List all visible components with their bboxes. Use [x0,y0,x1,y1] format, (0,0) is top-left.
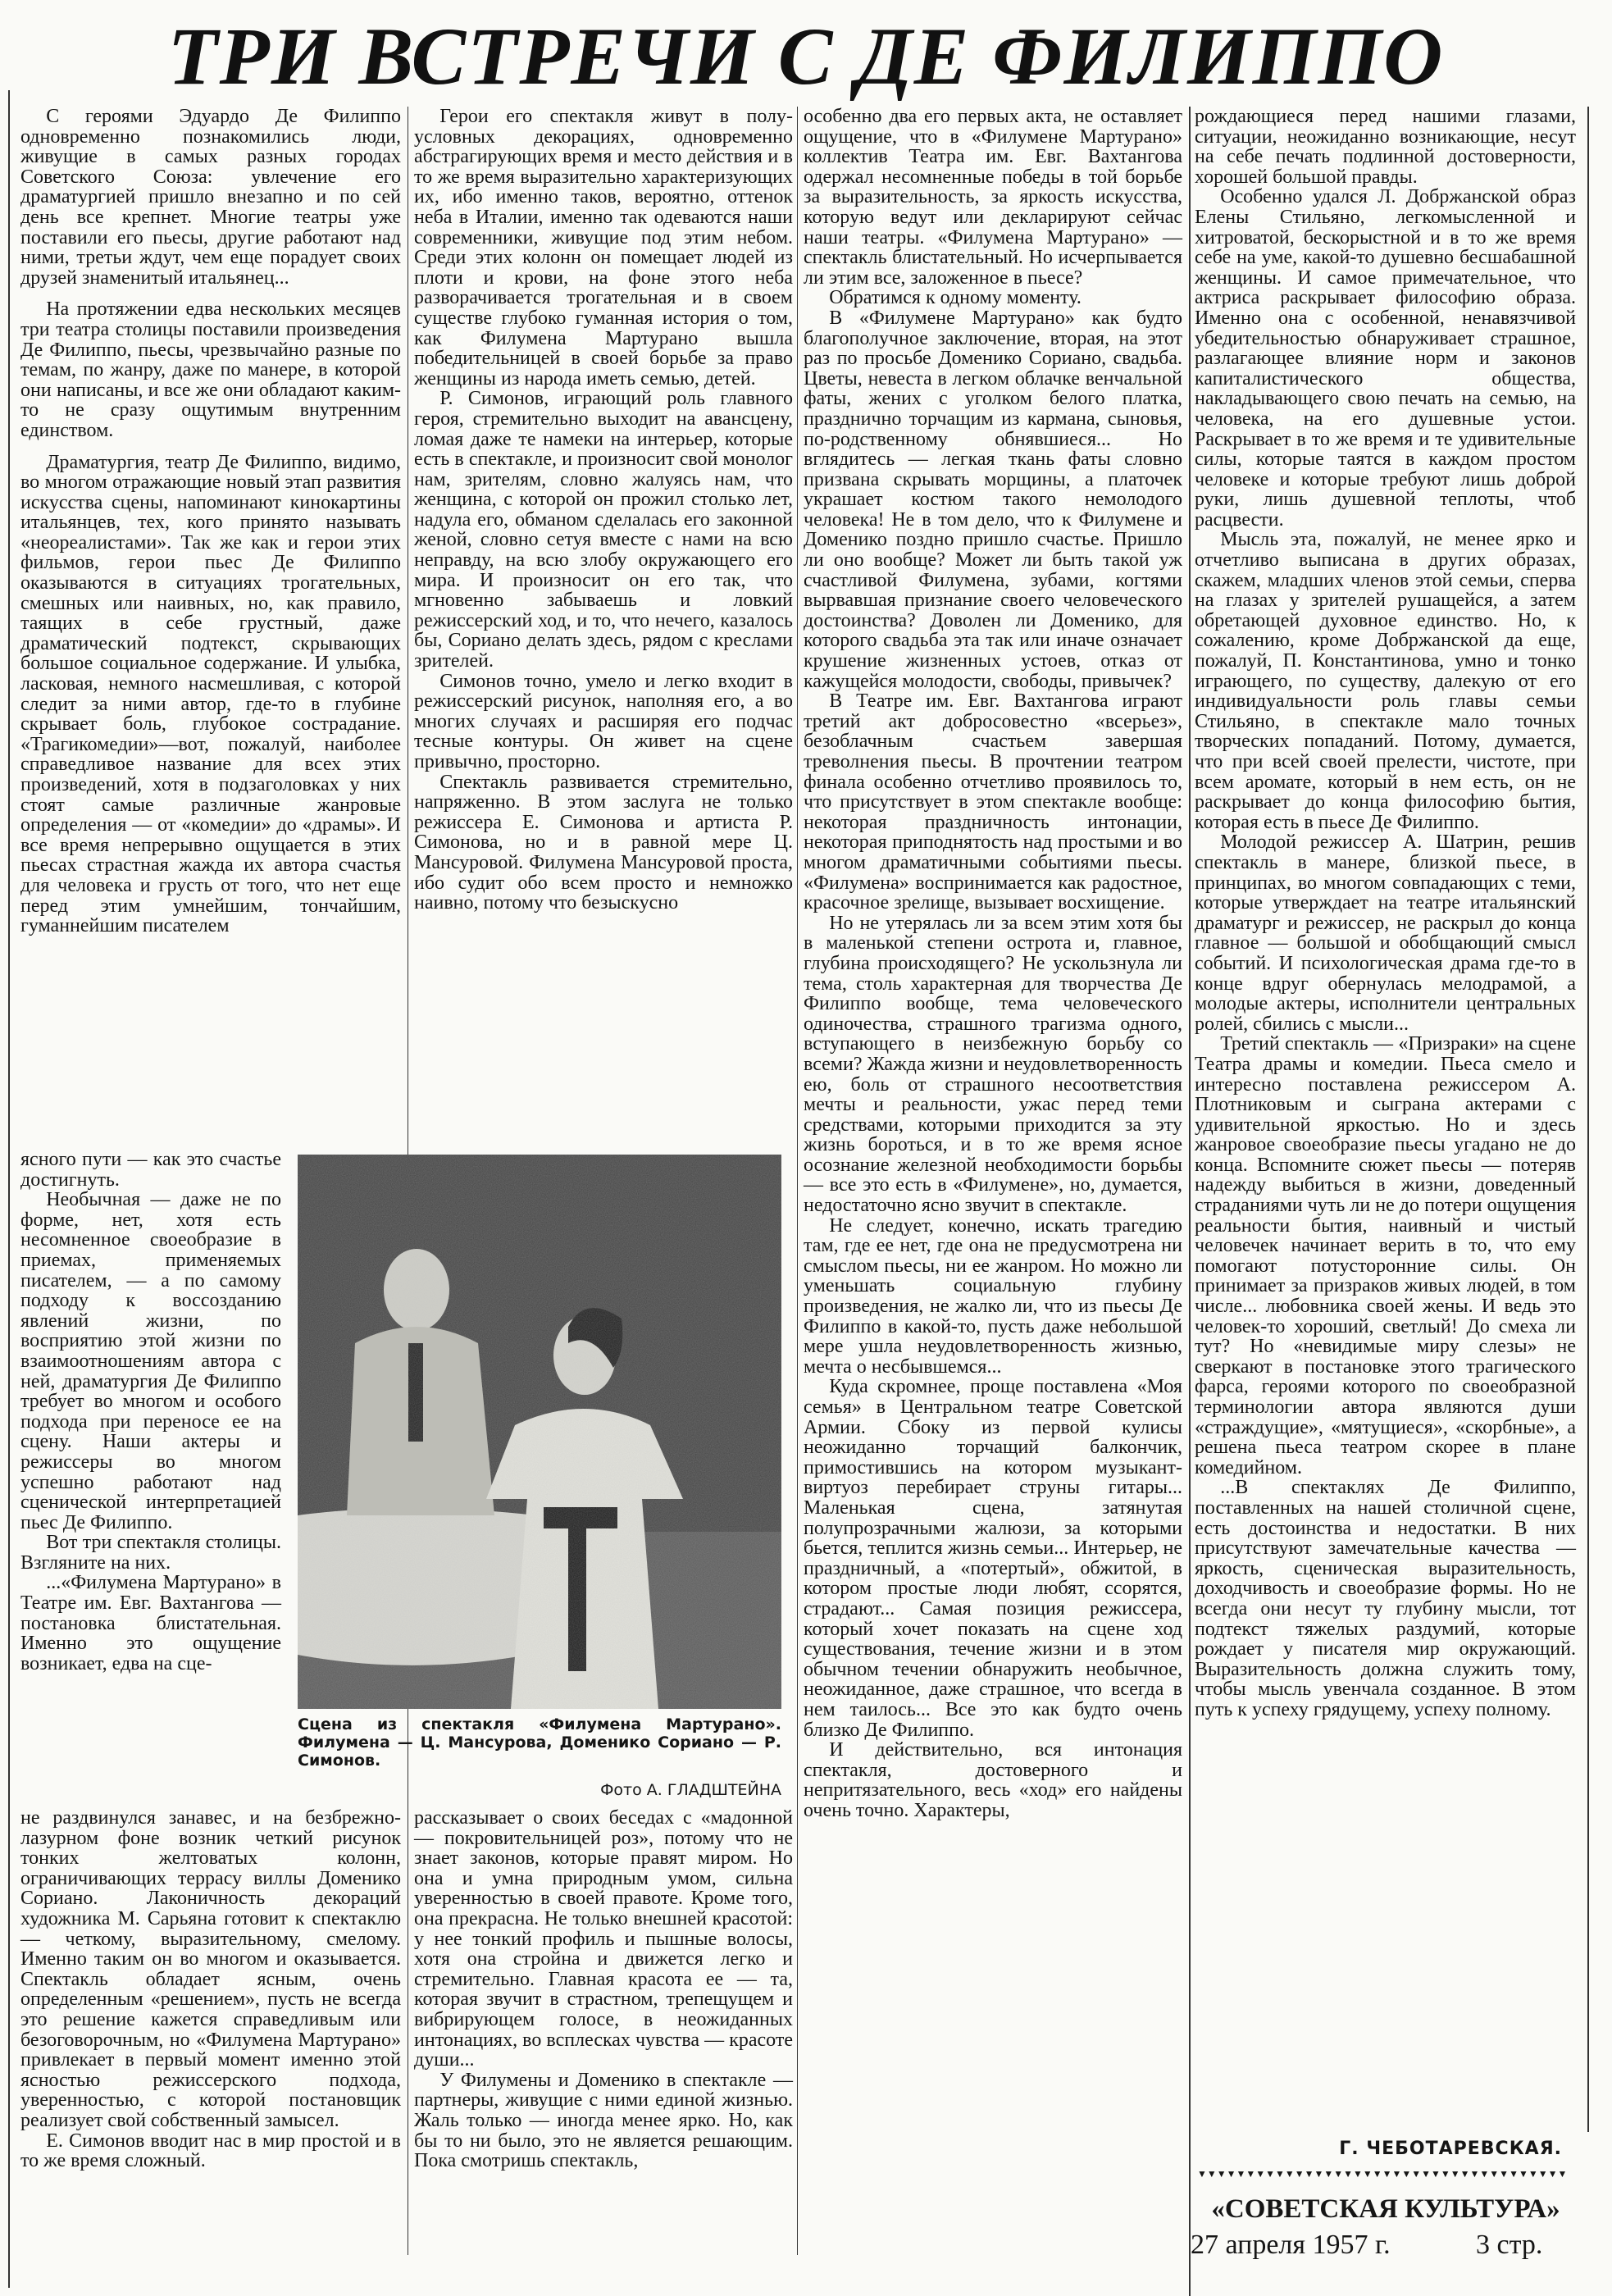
article-paragraph: не раздвинулся занавес, и на безбрежно-лазурном фоне возник четкий рисунок тонких желтоватых колонн, ограничивающих террасу виллы Доменико Сориано. Лаконичность декораций художника М. Сарьяна готовит к спектаклю — четкому, выразительному, смелому. Именно таким он во многом и оказывается. Спектакль обладает ясным, очень определенным «решением», пусть не всегда это решение кажется справедливым или безоговорочным, но «Филумена Мартурано» привлекает в первый момент именно этой ясностью режиссерского подхода, уверенностью, с которой постановщик реализует свой собственный замысел. [20,1807,401,2131]
column-1-top [20,107,401,936]
article-paragraph: Особенно удался Л. Добржанской образ Елены Стильяно, легкомысленной и хитроватой, бескорыстной и в то же время себе на уме, какой-то душевно бесшабашной женщины. И самое примечательное, что актриса раскрывает философию образа. Именно она с особенной, ненавязчивой убедительностью обнаруживает страшное, разлагающее влияние норм и законов капиталистического общества, накладывающего свою печать на семью, на человека, на его душевные устои. Раскрывает в то же время и те удивительные силы, которые таятся в каждом простом человеке и которые требуют лишь доброй руки, лишь душевной теплоты, чтоб расцвести. [1195,186,1576,531]
scene-photo-image [298,1155,781,1709]
article-paragraph: На протяжении едва нескольких месяцев три театра столицы поставили произведения Де Филиппо, пьесы, чрезвычайно разные по темам, по жанру, даже по манере, в которой они написаны, и все же они обладают каким-то не сразу ощутимым внутренним единством. [20,298,401,441]
article-paragraph: У Филумены и Доменико в спектакле — партнеры, живущие с ними единой жизнью. Жаль только — иногда менее ярко. Но, как бы то ни было, это не является решающим. Пока смотришь спектакль, [414,2069,793,2172]
article-paragraph: Мысль эта, пожалуй, не менее ярко и отчетливо выписана в других образах, скажем, младших членов этой семьи, сперва на глазах у зрителей рушащейся, а затем обретающей духовное единство. Но, к сожалению, кроме Добржанской да еще, пожалуй, П. Константинова, умно и тонко играющего, по существу, далекую от его индивидуальности роль главы семьи Стильяно, в спектакле мало точных творческих попаданий. Потому, думается, что при всей своей прелести, чистоте, при всем аромате, который в нем есть, он не раскрывает до конца философию бытия, которая есть в пьесе Де Филиппо. [1195,529,1576,833]
article-paragraph: В «Филумене Мартурано» как будто благополучное заключение, вторая, на этот раз по просьбе Доменико Сориано, свадьба. Цветы, невеста в легком облачке венчальной фаты, жених с уголком белого платка, празднично торчащим из кармана, сыновья, по-родственному обнявшиеся... Но вглядитесь — легкая ткань фаты словно призвана скрывать морщины, а платочек украшает костюм такого немолодого человека! Не в том дело, что к Филумене и Доменико поздно пришло счастье. Пришло ли оно вообще? Может ли быть такой уж счастливой Филумена, зубами, когтями вырвавшая признание своего человеческого достоинства? Доволен ли Доменико, для которого свадьба эта так или иначе означает крушение жизненных устоев, отказ от кажущейся молодости, свободы, привычек? [804,307,1182,692]
article-paragraph: ...«Филумена Мартурано» в Театре им. Евг. Вахтангова — постановка блистательная. Именно это ощущение возникает, едва на сце- [20,1572,281,1674]
page-number: 3 стр. [1476,2230,1543,2260]
article-paragraph: Молодой режиссер А. Шатрин, решив спектакль в манере, близкой пьесе, в принципах, во многом совпадающих с теми, которые утверждает на театре итальянский драматург и режиссер, не раскрыл до конца главное — большой и обобщающий смысл событий. И психологическая драма где-то в конце вдруг обернулась мелодрамой, а молодые актеры, исполнители центральных ролей, сбились с мысли... [1195,831,1576,1035]
article-paragraph: Симонов точно, умело и легко входит в режиссерский рисунок, наполняя его, а во многих случаях и расширяя его подчас тесные контуры. Он живет на сцене привычно, просторно. [414,670,793,772]
newspaper-name: «СОВЕТСКАЯ КУЛЬТУРА» [1211,2194,1560,2224]
column-rule-2 [797,107,798,2255]
column-rule-3 [1189,107,1191,2296]
article-paragraph: И действительно, вся интонация спектакля, достоверного и непритязательного, весь «ход» его найдены очень точно. Характеры, [804,1739,1182,1821]
photo-credit: Фото А. ГЛАДШТЕЙНА [600,1781,781,1799]
article-paragraph: ясного пути — как это счастье достигнуть. [20,1149,281,1191]
article-paragraph: особенно два его первых акта, не оставляет ощущение, что в «Филумене Мартурано» коллектив Театра им. Евг. Вахтангова одержал несомненные победы в той борьбе за выразительность, за яркость искусства, которую ведут или декларируют сейчас наши театры. «Филумена Мартурано» — спектакль блистательный. Но исчерпывается ли этим все, заложенное в пьесе? [804,106,1182,289]
column-2-top [414,107,793,913]
column-3 [804,107,1182,1820]
column-1-bottom [20,1808,401,2171]
column-4 [1195,107,1576,1720]
article-paragraph: ...В спектаклях Де Филиппо, поставленных на нашей столичной сцене, есть достоинства и недостатки. В них присутствуют замечательные качества — яркость, сценическая выразительность, доходчивость и своеобразие формы. Но не всегда они несут ту глубину мысли, тот подтекст тяжелых раздумий, которые рождает у писателя мир окружающий. Выразительность должна служить тому, чтобы мысль увенчала созданное. В этом путь к успеху грядущему, успеху полному. [1195,1477,1576,1720]
headline: ТРИ ВСТРЕЧИ С ДЕ ФИЛИППО [167,11,1445,102]
article-paragraph: Вот три спектакля столицы. Взгляните на них. [20,1532,281,1574]
article-paragraph: Драматургия, театр Де Филиппо, видимо, во многом отражающие новый этап развития искусства сцены, напоминают кинокартины итальянцев, тех, кого принято называть «неореалистами». Так же как и герои этих фильмов, герои пьес Де Филиппо оказываются в ситуациях трогательных, смешных или наивных, но, как правило, таящих в себе грустный, даже драматический подтекст, скрывающих большое социальное содержание. И улыбка, ласковая, немного насмешливая, с которой следит за ними автор, где-то в глубине скрывает боль, глубокое сострадание. «Трагикомедии»—вот, пожалуй, наиболее справедливое название для всех этих произведений, хотя в подзаголовках у них стоят самые различные жанровые определения — от «комедии» до «драмы». И все время непрерывно ощущается в этих пьесах страстная жажда их автора счастья для человека и грусть от того, что нет еще перед этим умнейшим, тончайшим, гуманнейшим писателем [20,451,401,937]
scene-photo [298,1155,781,1709]
article-paragraph: Р. Симонов, играющий роль главного героя, стремительно выходит на авансцену, ломая даже те намеки на интерьер, которые есть в спектакле, и произносит свой монолог нам, зрителям, словно жалуясь нам, что женщина, с которой он прожил столько лет, надула его, обманом сделалась его законной женой, словно сетуя вместе с нами на всю неправду, на всю злобу окружающего его мира. И произносит он его так, что мгновенно забываешь и ловкий режиссерский ход, и то, что нечего, казалось бы, Сориано делать здесь, рядом с креслами зрителей. [414,388,793,672]
column-2-bottom [414,1808,793,2171]
article-paragraph: Е. Симонов вводит нас в мир простой и в то же время сложный. [20,2130,401,2172]
right-border-rule [1587,107,1589,2132]
article-paragraph: Не следует, конечно, искать трагедию там, где ее нет, где она не предусмотрена ни смыслом пьесы, ни ее жанром. Но можно ли уменьшать социальную глубину произведения, не жалко ли, что из пьесы Де Филиппо в какой-то, пусть даже небольшой мере ушла неудовлетворенность жизнью, мечта о несбывшемся... [804,1214,1182,1378]
article-paragraph: рассказывает о своих беседах с «мадонной — покровительницей роз», потому что не знает законов, которые правят миром. Но она и умна природным умом, сильна уверенностью в своей правоте. Кроме того, она прекрасна. Не только внешней красотой: у нее тонкий профиль и пышные волосы, хотя она стройна и движется легко и стремительно. Главная красота ее — та, которая звучит в страстном, трепещущем и вибрирующем голосе, в неожиданных интонациях, во всплесках чувства — красоте души... [414,1807,793,2071]
column-1-beside-photo [20,1150,281,1674]
photo-caption: Сцена из спектакля «Филумена Мартурано». Филумена — Ц. Мансурова, Доменико Сориано — Р. Симонов. [298,1715,781,1770]
article-paragraph: Обратимся к одному моменту. [829,287,1081,309]
article-paragraph: С героями Эдуардо Де Филиппо одновременно познакомились люди, живущие в самых разных городах Советского Союза: увлечение его драматургией пришло внезапно и по сей день все крепнет. Многие театры уже поставили его пьесы, другие работают над ними, третьи ждут, чем еще порадует своих друзей знаменитый итальянец... [20,106,401,289]
article-paragraph: В Театре им. Евг. Вахтангова играют третий акт добросовестно «всерьез», безоблачным счастьем завершая треволнения пьесы. В прочтении театром финала особенно отчетливо проявилось то, что присутствует в этом спектакле вообще: некоторая праздничность интонации, некоторая приподнятость над простыми и во многом драматичными событиями пьесы. «Филумена» воспринимается как радостное, красочное зрелище, вызывает восхищение. [804,690,1182,914]
article-paragraph: Третий спектакль — «Призраки» на сцене Театра драмы и комедии. Пьеса смело и интересно поставлена режиссером А. Плотниковым и сыграна актерами с удивительной яркостью. Но и здесь жанровое своеобразие пьесы угадано не до конца. Вспомните сюжет пьесы — потеряв надежду выбиться в жизни, доведенный страданиями чуть ли не до потери ощущения реальности бытия, наивный и чистый человечек начинает верить в то, что ему помогают потусторонние силы. Он принимает за призраков живых людей, в том числе... любовника своей жены. И ведь это человек-то хороший, светлый! До смеха ли тут? Но «невидимые миру слезы» не сверкают в постановке этого трагического фарса, героями которого по своеобразной терминологии автора являются души «страждущие», «мятущиеся», «скорбные», а решена пьеса театром скорее в плане комедийном. [1195,1033,1576,1478]
article-paragraph: Спектакль развивается стремительно, напряженно. В этом заслуга не только режиссера Е. Симонова и артиста Р. Симонова, но и в равной мере Ц. Мансуровой. Филумена Мансуровой проста, ибо судит обо всем просто и немножко наивно, потому что безыскусно [414,771,793,914]
article-paragraph: Герои его спектакля живут в полу-условных декорациях, одновременно абстрагирующих время и место действия и в то же время выразительно характеризующих их, ибо именно таков, вероятно, оттенок неба в Италии, именно так одеваются наши современники, живущие под этим небом. Среди этих колонн он помещает людей из плоти и крови, на фоне этого неба разворачивается трогательная и в своем существе глубоко гуманная история о том, как Филумена Мартурано вышла победительницей в своей борьбе за право женщины из народа иметь семью, детей. [414,106,793,390]
article-paragraph: Куда скромнее, проще поставлена «Моя семья» в Центральном театре Советской Армии. Сбоку из первой кулисы неожиданно торчащий балкончик, примостившись на котором музыкант-виртуоз перебирает струны гитары... Маленькая сцена, затянутая полупрозрачными жалюзи, за которыми бьется, теплится жизнь семьи... Интерьер, не праздничный, а «потертый», обжитой, в котором простые люди любят, ссорятся, страдают... Самая позиция режиссера, который хочет показать на сцене ход существования, течение жизни и в этом обычном течении обнаружить необычное, неожиданное, даже страшное, что всегда в нем таилось... Все это как будто очень близко Де Филиппо. [804,1376,1182,1741]
left-border-rule [8,90,10,2288]
article-paragraph: Необычная — даже не по форме, нет, хотя есть несомненное своеобразие в приемах, применяемых писателем, — а по самому подходу к воссозданию явлений жизни, по восприятию этой жизни по взаимоотношениям автора с ней, драматургия Де Филиппо требует во многом и особого подхода при переносе ее на сцену. Наши актеры и режиссеры во многом успешно работают над сценической интерпретацией пьес Де Филиппо. [20,1189,281,1533]
author-signature: Г. ЧЕБОТАРЕВСКАЯ. [1339,2139,1562,2159]
decorative-triangle-rule: ▼▼▼▼▼▼▼▼▼▼▼▼▼▼▼▼▼▼▼▼▼▼▼▼▼▼▼▼▼▼▼▼▼▼▼▼▼▼ [1197,2168,1568,2180]
article-paragraph: Но не утерялась ли за всем этим хотя бы в маленькой степени острота и, главное, глубина происходящего? Не ускользнула ли тема, столь характерная для творчества Де Филиппо вообще, тема человеческого одиночества, страшного трагизма одного, вступающего в неизбежную борьбу со всеми? Жажда жизни и неудовлетворенность ею, боль от страшного несоответствия мечты и реальности, ужас перед теми средствами, которыми приходится за эту жизнь бороться, и в то же время ясное осознание железной необходимости борьбы — все это есть в «Филумене», но, думается, недостаточно ясно звучит в спектакле. [804,912,1182,1217]
issue-date: 27 апреля 1957 г. [1191,2230,1391,2260]
article-paragraph: рождающиеся перед нашими глазами, ситуации, неожиданно возникающие, несут на себе печать подлинной достоверности, хорошей большой правды. [1195,106,1576,188]
